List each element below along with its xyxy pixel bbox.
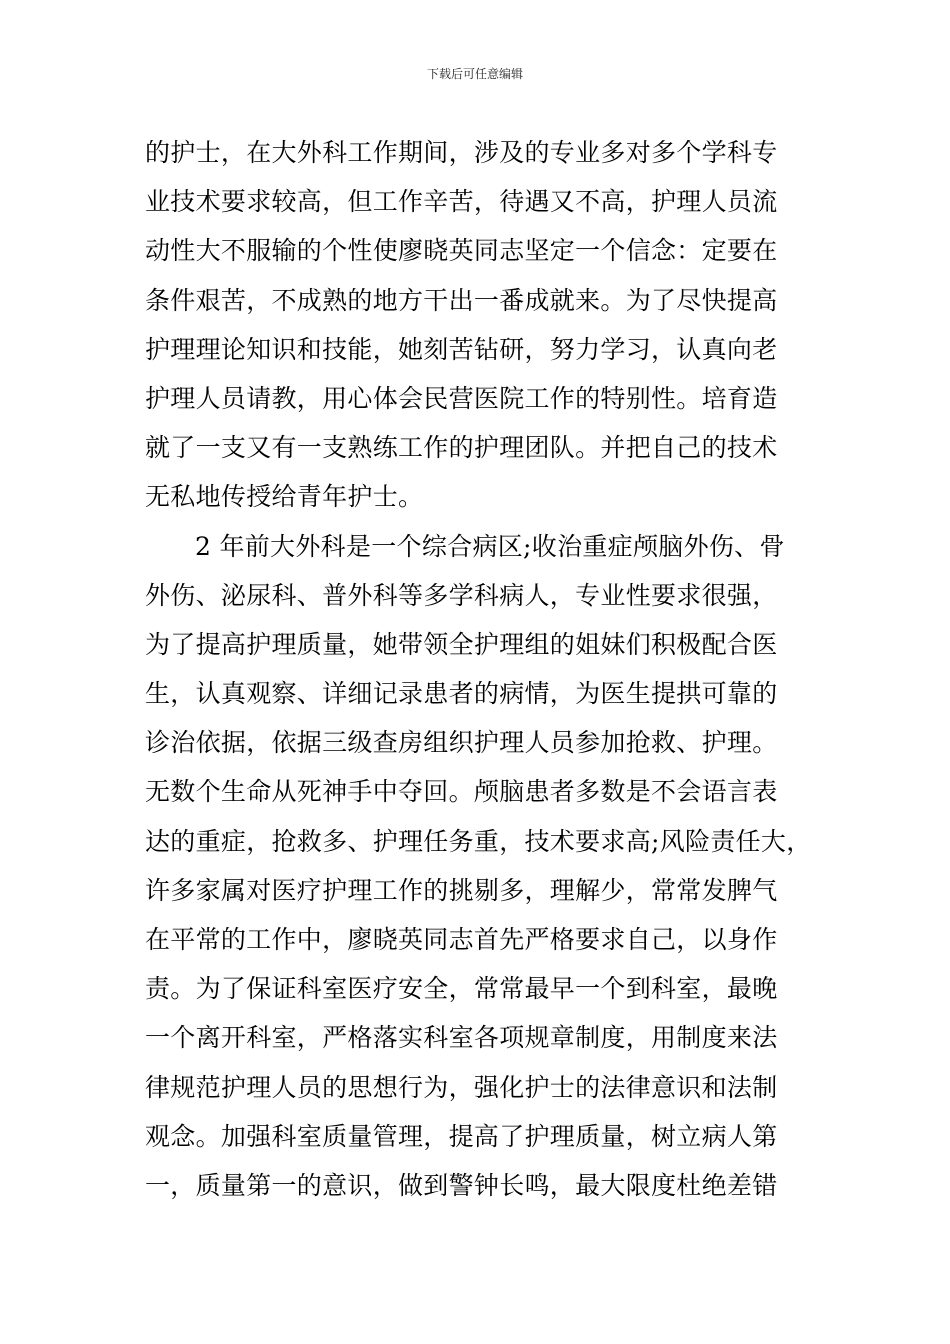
text-line: 护理理论知识和技能，她刻苦钻研，努力学习，认真向老 <box>145 334 778 364</box>
text-line: 动性大不服输的个性使廖晓英同志坚定一个信念：定要在 <box>145 236 778 266</box>
text-line: 责。为了保证科室医疗安全，常常最早一个到科室，最晚 <box>145 974 778 1004</box>
text-line: 2 年前大外科是一个综合病区;收治重症颅脑外伤、骨 <box>195 531 785 561</box>
document-body <box>145 128 811 1210</box>
text-line: 生，认真观察、详细记录患者的病情，为医生提拱可靠的 <box>145 679 778 709</box>
text-line: 一个离开科室，严格落实科室各项规章制度，用制度来法 <box>145 1023 778 1053</box>
text-line: 无数个生命从死神手中夺回。颅脑患者多数是不会语言表 <box>145 777 778 807</box>
text-line: 业技术要求较高，但工作辛苦，待遇又不高，护理人员流 <box>145 187 778 217</box>
text-line: 许多家属对医疗护理工作的挑剔多，理解少，常常发脾气 <box>145 875 778 905</box>
text-line: 观念。加强科室质量管理，提高了护理质量，树立病人第 <box>145 1121 778 1151</box>
text-line: 外伤、泌尿科、普外科等多学科病人，专业性要求很强， <box>145 580 778 610</box>
text-line: 就了一支又有一支熟练工作的护理团队。并把自己的技术 <box>145 433 778 463</box>
text-line: 达的重症，抢救多、护理任务重，技术要求高;风险责任大， <box>145 826 812 856</box>
text-line: 条件艰苦，不成熟的地方干出一番成就来。为了尽快提高 <box>145 285 778 315</box>
text-line: 律规范护理人员的思想行为，强化护士的法律意识和法制 <box>145 1072 778 1102</box>
text-line: 无私地传授给青年护士。 <box>145 482 424 512</box>
text-line: 一，质量第一的意识，做到警钟长鸣，最大限度杜绝差错 <box>145 1170 778 1200</box>
text-line: 在平常的工作中，廖晓英同志首先严格要求自己，以身作 <box>145 925 778 954</box>
text-line: 护理人员请教，用心体会民营医院工作的特别性。培育造 <box>145 383 778 413</box>
text-line: 为了提高护理质量，她带领全护理组的姐妹们积极配合医 <box>145 629 778 659</box>
page-header-note: 下载后可任意编辑 <box>426 67 523 81</box>
text-line: 的护士，在大外科工作期间，涉及的专业多对多个学科专 <box>145 138 778 167</box>
text-line: 诊治依据，依据三级查房组织护理人员参加抢救、护理。 <box>145 728 778 758</box>
